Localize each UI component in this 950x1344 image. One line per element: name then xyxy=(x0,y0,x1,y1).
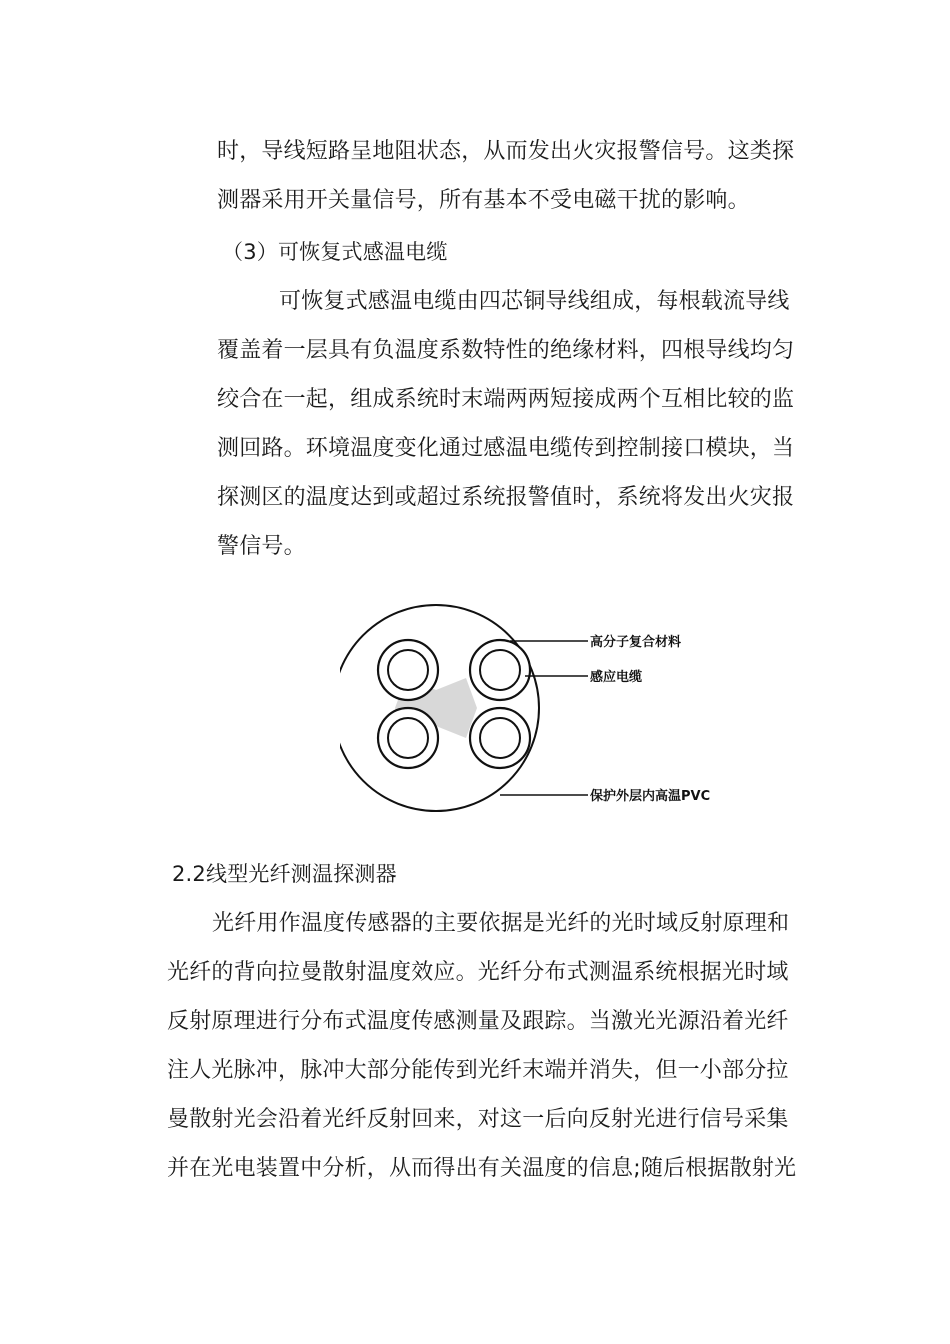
conductor-bottom-left xyxy=(378,708,438,768)
paragraph-line: 覆盖着一层具有负温度系数特性的绝缘材料，四根导线均匀 xyxy=(217,338,795,363)
paragraph-line: 时，导线短路呈地阻状态，从而发出火灾报警信号。这类探 xyxy=(217,139,795,164)
paragraph-line: 警信号。 xyxy=(217,534,306,559)
paragraph-line: 光纤用作温度传感器的主要依据是光纤的光时域反射原理和 xyxy=(212,911,790,936)
label-sensing-cable: 感应电缆 xyxy=(590,670,643,685)
label-protective-layer: 保护外层内高温PVC xyxy=(590,789,711,804)
paragraph-line: 测器采用开关量信号，所有基本不受电磁干扰的影响。 xyxy=(217,188,750,213)
subheading: （3）可恢复式感温电缆 xyxy=(222,240,448,264)
paragraph-line: 光纤的背向拉曼散射温度效应。光纤分布式测温系统根据光时域 xyxy=(167,960,789,985)
paragraph-line: 可恢复式感温电缆由四芯铜导线组成，每根载流导线 xyxy=(279,289,790,314)
paragraph-line: 反射原理进行分布式温度传感测量及跟踪。当激光光源沿着光纤 xyxy=(167,1009,789,1034)
conductor-bottom-right xyxy=(470,708,530,768)
paragraph-line: 测回路。环境温度变化通过感温电缆传到控制接口模块，当 xyxy=(217,436,795,461)
paragraph-line: 曼散射光会沿着光纤反射回来，对这一后向反射光进行信号采集 xyxy=(167,1107,789,1132)
section-heading: 2.2线型光纤测温探测器 xyxy=(172,862,397,886)
label-outer-material: 高分子复合材料 xyxy=(590,635,682,650)
conductor-top-right xyxy=(470,640,530,700)
paragraph-line: 注人光脉冲，脉冲大部分能传到光纤末端并消失，但一小部分拉 xyxy=(167,1058,789,1083)
conductor-top-left xyxy=(378,640,438,700)
paragraph-line: 绞合在一起，组成系统时末端两两短接成两个互相比较的监 xyxy=(217,387,795,412)
paragraph-line: 并在光电装置中分析，从而得出有关温度的信息;随后根据散射光 xyxy=(167,1156,797,1181)
cable-cross-section-diagram xyxy=(340,590,740,830)
paragraph-line: 探测区的温度达到或超过系统报警值时，系统将发出火灾报 xyxy=(217,485,795,510)
